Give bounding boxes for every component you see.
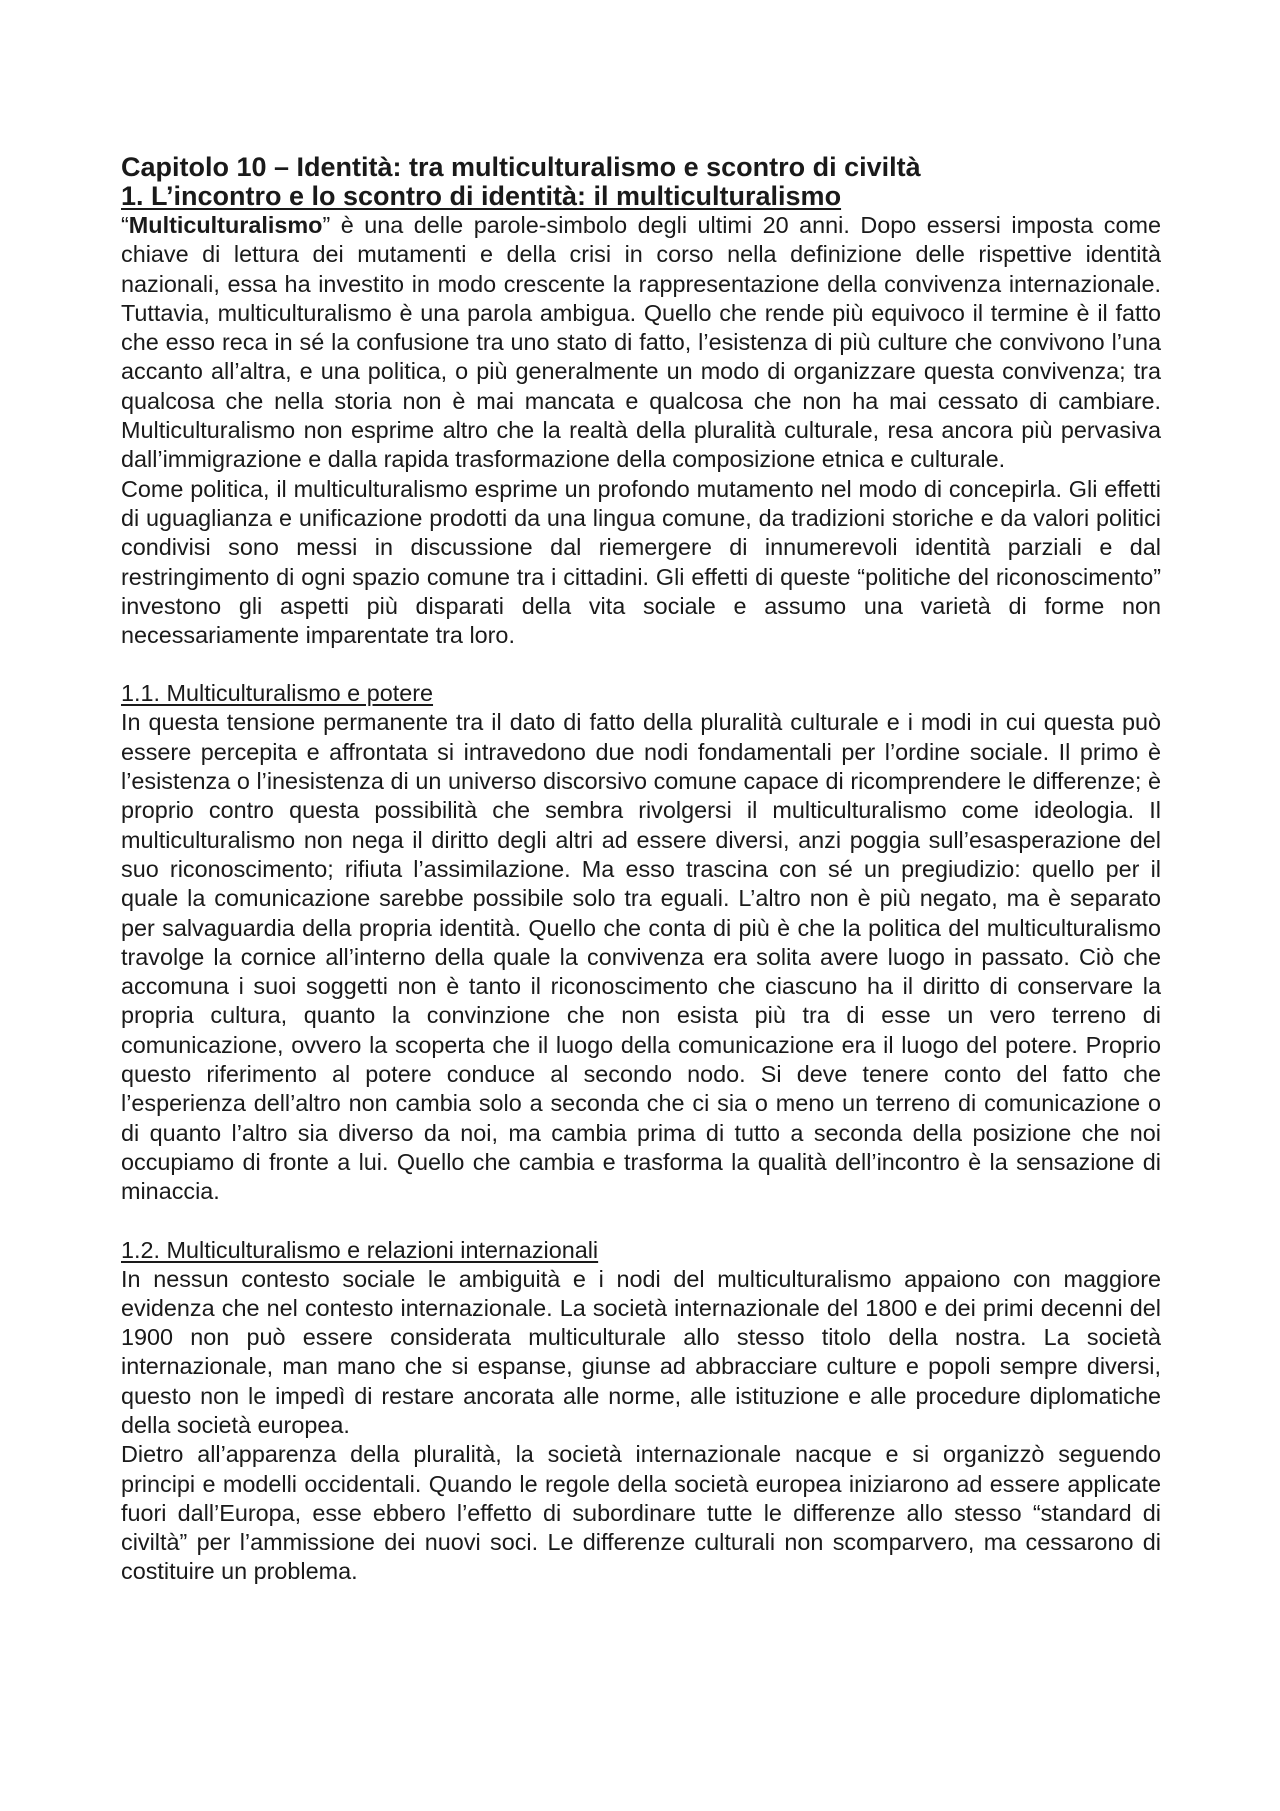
document-page — [121, 152, 1161, 1587]
paragraph-spacer — [121, 650, 1161, 679]
section-1-2-paragraph-1: In nessun contesto sociale le ambiguità e i nodi del multiculturalismo appaiono con maggiore evidenza che nel contesto internazionale. La società internazionale del 1800 e dei primi decenni del 1900 non può essere considerata multiculturale allo stesso titolo della nostra. La società internazionale, man mano che si espanse, giunse ad abbracciare culture e popoli sempre diversi, questo non le impedì di restare ancorata alle norme, alle istituzione e alle procedure diplomatiche della società europea. — [121, 1265, 1161, 1438]
section-1-paragraph-2: Come politica, il multiculturalismo esprime un profondo mutamento nel modo di concepirla. Gli effetti di uguaglianza e unificazione prodotti da una lingua comune, da tradizioni storiche e da valori politici condivisi sono messi in discussione dal riemergere di innumerevoli identità parziali e dal restringimento di ogni spazio comune tra i cittadini. Gli effetti di queste “politiche del riconoscimento” investono gli aspetti più disparati della vita sociale e assumo una varietà di forme non necessariamente imparentate tra loro. — [121, 475, 1161, 649]
intro-paragraph-text: ” è una delle parole-simbolo degli ultimi 20 anni. Dopo essersi imposta come chiave di lettura dei mutamenti e della crisi in corso nella definizione delle rispettive identità nazionali, essa ha investito in modo crescente la rappresentazione della convivenza internazionale. Tuttavia, multiculturalismo è una parola ambigua. Quello che rende più equivoco il termine è il fatto che esso reca in sé la confusione tra uno stato di fatto, l’esistenza di più culture che convivono l’una accanto all’altra, e una politica, o più generalmente un modo di organizzare questa convivenza; tra qualcosa che nella storia non è mai mancata e qualcosa che non ha mai cessato di cambiare. Multiculturalismo non esprime altro che la realtà della pluralità culturale, resa ancora più pervasiva dall’immigrazione e dalla rapida trasformazione della composizione etnica e culturale. — [121, 212, 1161, 473]
section-1-1-title: 1.1. Multiculturalismo e potere — [121, 680, 434, 707]
section-1-2-paragraph-2: Dietro all’apparenza della pluralità, la società internazionale nacque e si organizzò seguendo principi e modelli occidentali. Quando le regole della società europea iniziarono ad essere applicate fuori dall’Europa, esse ebbero l’effetto di subordinare tutte le differenze allo stesso “standard di civiltà” per l’ammissione dei nuovi soci. Le differenze culturali non scomparvero, ma cessarono di costituire un problema. — [121, 1441, 1161, 1585]
section-1-title: 1. L’incontro e lo scontro di identità: il multiculturalismo — [121, 181, 842, 211]
intro-open-quote: “ — [121, 212, 129, 238]
intro-key-term: Multiculturalismo — [128, 212, 323, 238]
paragraph-spacer — [121, 1207, 1161, 1236]
section-1-1-paragraph: In questa tensione permanente tra il dato di fatto della pluralità culturale e i modi in cui questa può essere percepita e affrontata si intravedono due nodi fondamentali per l’ordine sociale. Il primo è l’esistenza o l’inesistenza di un universo discorsivo comune capace di ricomprendere le differenze; è proprio contro questa possibilità che sembra rivolgersi il multiculturalismo come ideologia. Il multiculturalismo non nega il diritto degli altri ad essere diversi, anzi poggia sull’esasperazione del suo riconoscimento; rifiuta l’assimilazione. Ma esso trascina con sé un pregiudizio: quello per il quale la comunicazione sarebbe possibile solo tra eguali. L’altro non è più negato, ma è separato per salvaguardia della propria identità. Quello che conta di più è che la politica del multiculturalismo travolge la cornice all’interno della quale la convivenza era solita avere luogo in passato. Ciò che accomuna i suoi soggetti non è tanto il riconoscimento che ciascuno ha il diritto di conservare la propria cultura, quanto la convinzione che non esista più tra di esse un vero terreno di comunicazione, ovvero la scoperta che il luogo della comunicazione era il luogo del potere. Proprio questo riferimento al potere conduce al secondo nodo. Si deve tenere conto del fatto che l’esperienza dell’altro non cambia solo a seconda che ci sia o meno un terreno di comunicazione o di quanto l’altro sia diverso da noi, ma cambia prima di tutto a seconda della posizione che noi occupiamo di fronte a lui. Quello che cambia e trasforma la qualità dell’incontro è la sensazione di minaccia. — [121, 709, 1161, 1205]
section-1-intro-paragraph — [121, 211, 1161, 475]
chapter-title: Capitolo 10 – Identità: tra multiculturalismo e scontro di civiltà — [121, 152, 921, 182]
section-1-2-title: 1.2. Multiculturalismo e relazioni internazionali — [121, 1236, 599, 1263]
